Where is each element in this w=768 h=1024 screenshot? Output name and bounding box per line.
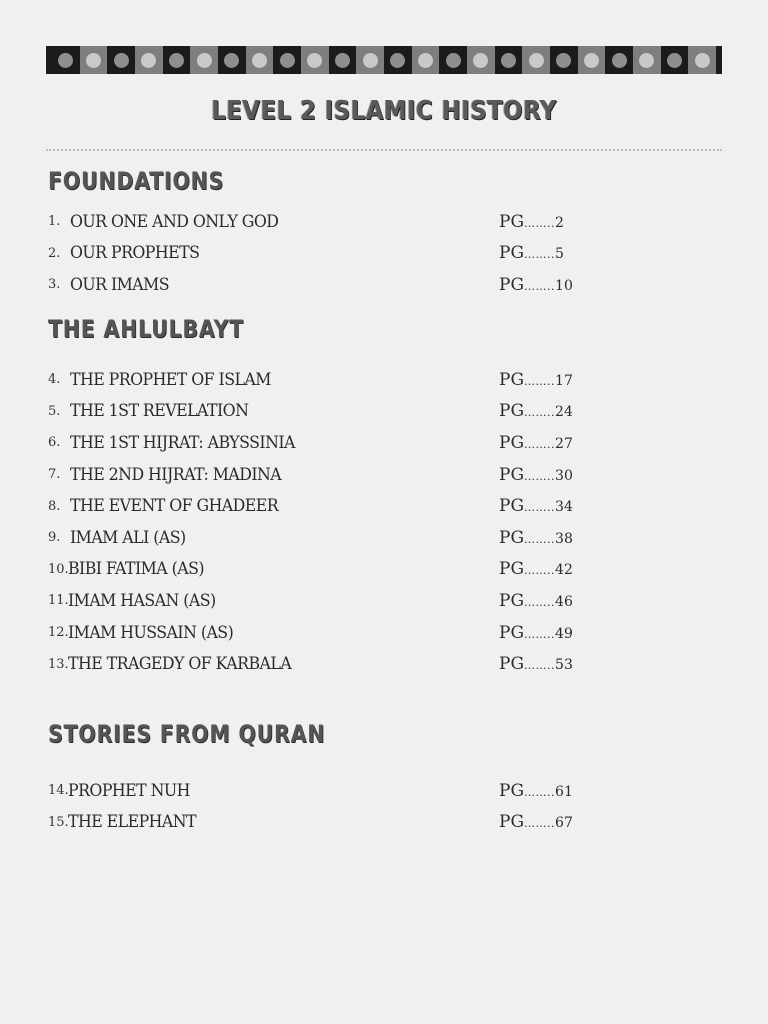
toc-entry-page: PG……..42 [499, 559, 573, 580]
toc-entry[interactable] [48, 427, 688, 459]
band-dot-icon [661, 46, 689, 74]
toc-entry-title: IMAM HASAN (AS) [68, 590, 216, 611]
toc-entry-page: PG……..38 [499, 527, 573, 548]
decorative-dot-band [46, 46, 722, 74]
toc-entry-page: PG……..27 [499, 432, 573, 453]
toc-entry[interactable] [48, 396, 688, 428]
toc-entry-title: THE 2ND HIJRAT: MADINA [70, 464, 282, 485]
toc-entry[interactable] [48, 775, 688, 807]
section-heading-stories-from-quran: STORIES FROM QURAN [48, 720, 326, 748]
toc-list-ahlulbayt [48, 364, 688, 680]
toc-entry-page: PG……..2 [499, 211, 564, 232]
band-dot-icon [384, 46, 412, 74]
band-dot-icon [412, 46, 440, 74]
toc-entry-number: 14. [48, 783, 69, 799]
band-dot-icon [467, 46, 495, 74]
band-dot-icon [605, 46, 633, 74]
toc-entry-number: 9. [48, 530, 61, 546]
toc-entry-title: OUR IMAMS [70, 274, 170, 295]
toc-entry-title: THE 1ST HIJRAT: ABYSSINIA [70, 432, 295, 453]
toc-entry-page: PG……..34 [499, 496, 573, 517]
toc-entry-number: 2. [48, 245, 61, 261]
toc-entry-page: PG……..67 [499, 812, 573, 833]
band-dot-icon [218, 46, 246, 74]
toc-entry-number: 4. [48, 372, 61, 388]
toc-entry-page: PG……..61 [499, 780, 573, 801]
toc-entry[interactable] [48, 238, 688, 270]
band-dot-icon [329, 46, 357, 74]
page-title: LEVEL 2 ISLAMIC HISTORY [211, 96, 557, 126]
band-dot-icon [135, 46, 163, 74]
band-dot-icon [107, 46, 135, 74]
toc-entry-number: 12. [48, 625, 69, 641]
toc-entry-number: 10. [48, 561, 69, 577]
toc-entry-title: IMAM HUSSAIN (AS) [68, 622, 234, 643]
toc-entry-title: OUR PROPHETS [70, 243, 200, 264]
toc-entry-number: 6. [48, 435, 61, 451]
toc-entry-title: OUR ONE AND ONLY GOD [70, 211, 279, 232]
band-dot-icon [522, 46, 550, 74]
toc-entry[interactable] [48, 206, 688, 238]
toc-entry-page: PG……..10 [499, 274, 573, 295]
band-dot-icon [439, 46, 467, 74]
toc-entry[interactable] [48, 364, 688, 396]
toc-entry-title: THE PROPHET OF ISLAM [70, 369, 271, 390]
toc-entry[interactable] [48, 648, 688, 680]
dotted-divider [46, 149, 722, 151]
toc-entry[interactable] [48, 522, 688, 554]
toc-list-foundations [48, 206, 688, 301]
band-dot-icon [273, 46, 301, 74]
toc-entry-number: 1. [48, 214, 61, 230]
toc-entry-number: 8. [48, 498, 61, 514]
toc-entry-page: PG……..30 [499, 464, 573, 485]
toc-entry-title: PROPHET NUH [68, 780, 190, 801]
toc-entry-page: PG……..53 [499, 654, 573, 675]
toc-entry[interactable] [48, 807, 688, 839]
toc-entry[interactable] [48, 459, 688, 491]
band-dot-icon [163, 46, 191, 74]
toc-entry-page: PG……..46 [499, 590, 573, 611]
toc-entry-title: THE 1ST REVELATION [70, 401, 249, 422]
section-heading-foundations: FOUNDATIONS [48, 167, 225, 195]
toc-entry-page: PG……..24 [499, 401, 573, 422]
toc-entry-page: PG……..49 [499, 622, 573, 643]
band-dot-icon [190, 46, 218, 74]
toc-entry-title: THE EVENT OF GHADEER [70, 496, 279, 517]
toc-entry-number: 3. [48, 277, 61, 293]
band-dot-icon [495, 46, 523, 74]
toc-entry-number: 5. [48, 403, 61, 419]
toc-entry[interactable] [48, 554, 688, 586]
band-dot-icon [52, 46, 80, 74]
toc-entry-page: PG……..5 [499, 243, 564, 264]
band-dot-icon [550, 46, 578, 74]
toc-entry-title: BIBI FATIMA (AS) [68, 559, 204, 580]
band-dot-icon [356, 46, 384, 74]
toc-entry-title: THE TRAGEDY OF KARBALA [68, 654, 292, 675]
band-dot-icon [688, 46, 716, 74]
band-dot-icon [578, 46, 606, 74]
band-dot-icon [80, 46, 108, 74]
toc-entry-title: IMAM ALI (AS) [70, 527, 186, 548]
toc-entry-number: 15. [48, 814, 69, 830]
toc-entry-number: 7. [48, 467, 61, 483]
toc-entry-number: 11. [48, 593, 69, 609]
toc-entry-title: THE ELEPHANT [68, 812, 197, 833]
section-heading-ahlulbayt: THE AHLULBAYT [48, 315, 244, 343]
toc-entry-page: PG……..17 [499, 369, 573, 390]
band-dot-icon [633, 46, 661, 74]
toc-entry[interactable] [48, 490, 688, 522]
band-dot-icon [301, 46, 329, 74]
toc-entry[interactable] [48, 269, 688, 301]
toc-entry[interactable] [48, 585, 688, 617]
toc-entry[interactable] [48, 617, 688, 649]
band-dot-icon [246, 46, 274, 74]
toc-list-stories-from-quran [48, 775, 688, 838]
toc-entry-number: 13. [48, 656, 69, 672]
